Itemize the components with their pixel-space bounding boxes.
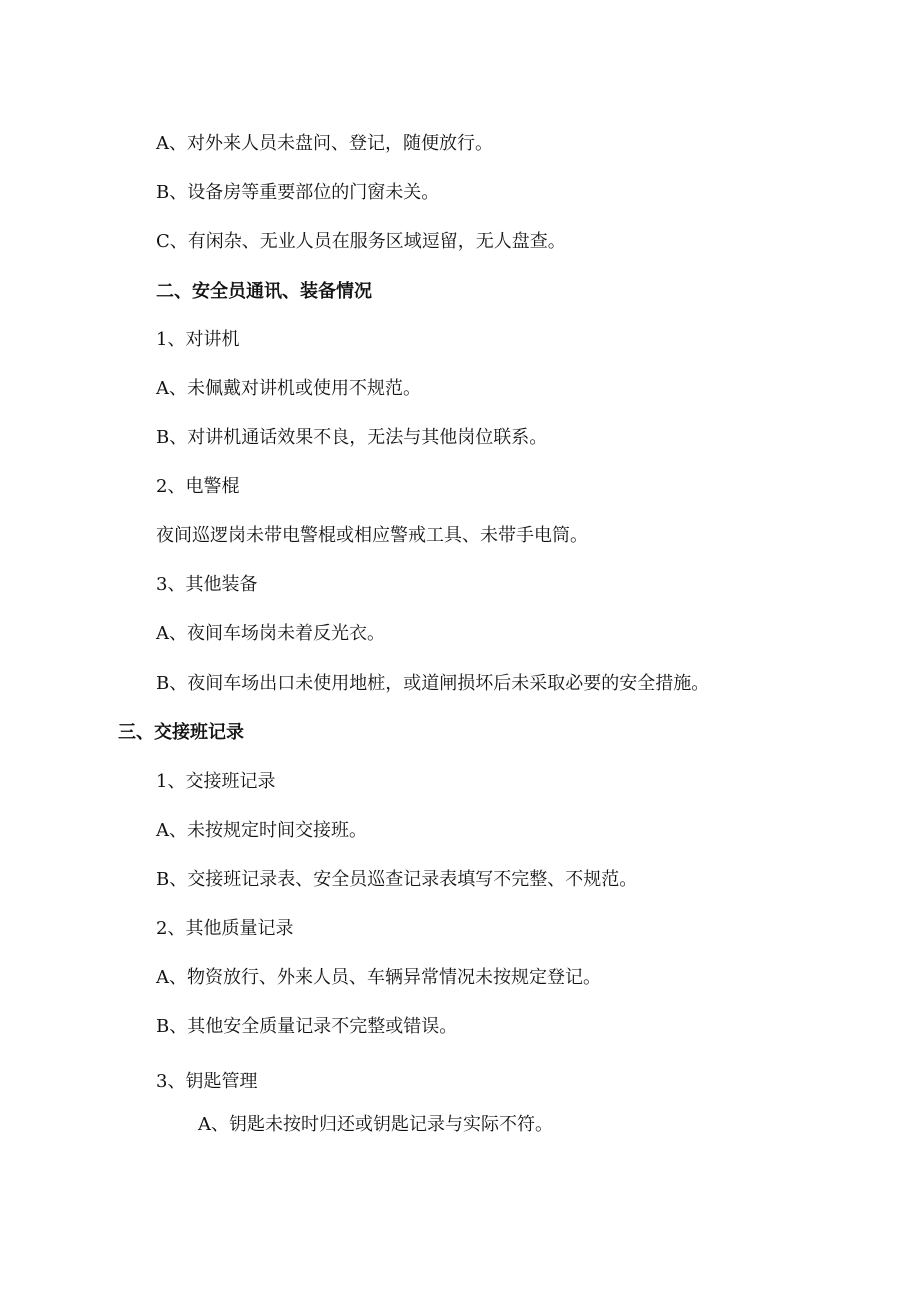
item-b-walkie-poor-signal: B、对讲机通话效果不良，无法与其他岗位联系。 (156, 427, 548, 448)
item-a-reflective-vest: A、夜间车场岗未着反光衣。 (156, 623, 385, 644)
section-heading-3: 三、交接班记录 (118, 722, 244, 743)
item-a-visitors-unchecked: A、对外来人员未盘问、登记，随便放行。 (156, 133, 493, 154)
item-night-patrol-equipment: 夜间巡逻岗未带电警棍或相应警戒工具、未带手电筒。 (156, 525, 588, 546)
subheading-key-management: 3、钥匙管理 (156, 1071, 258, 1092)
item-a-handover-timing: A、未按规定时间交接班。 (156, 820, 367, 841)
item-b-quality-records-errors: B、其他安全质量记录不完整或错误。 (156, 1016, 458, 1037)
item-a-key-return: A、钥匙未按时归还或钥匙记录与实际不符。 (198, 1114, 553, 1135)
item-a-release-registration: A、物资放行、外来人员、车辆异常情况未按规定登记。 (156, 967, 601, 988)
item-c-loiterers: C、有闲杂、无业人员在服务区域逗留，无人盘查。 (156, 231, 566, 252)
section-heading-2: 二、安全员通讯、装备情况 (156, 281, 372, 302)
subheading-walkie-talkie: 1、对讲机 (156, 329, 240, 350)
item-b-handover-forms: B、交接班记录表、安全员巡查记录表填写不完整、不规范。 (156, 869, 638, 890)
subheading-baton: 2、电警棍 (156, 476, 240, 497)
subheading-other-quality-records: 2、其他质量记录 (156, 918, 294, 939)
item-a-walkie-not-worn: A、未佩戴对讲机或使用不规范。 (156, 378, 421, 399)
item-b-equipment-room-windows: B、设备房等重要部位的门窗未关。 (156, 182, 440, 203)
subheading-shift-handover: 1、交接班记录 (156, 771, 276, 792)
subheading-other-equipment: 3、其他装备 (156, 574, 258, 595)
item-b-parking-exit-barrier: B、夜间车场出口未使用地桩，或道闸损坏后未采取必要的安全措施。 (156, 673, 710, 694)
